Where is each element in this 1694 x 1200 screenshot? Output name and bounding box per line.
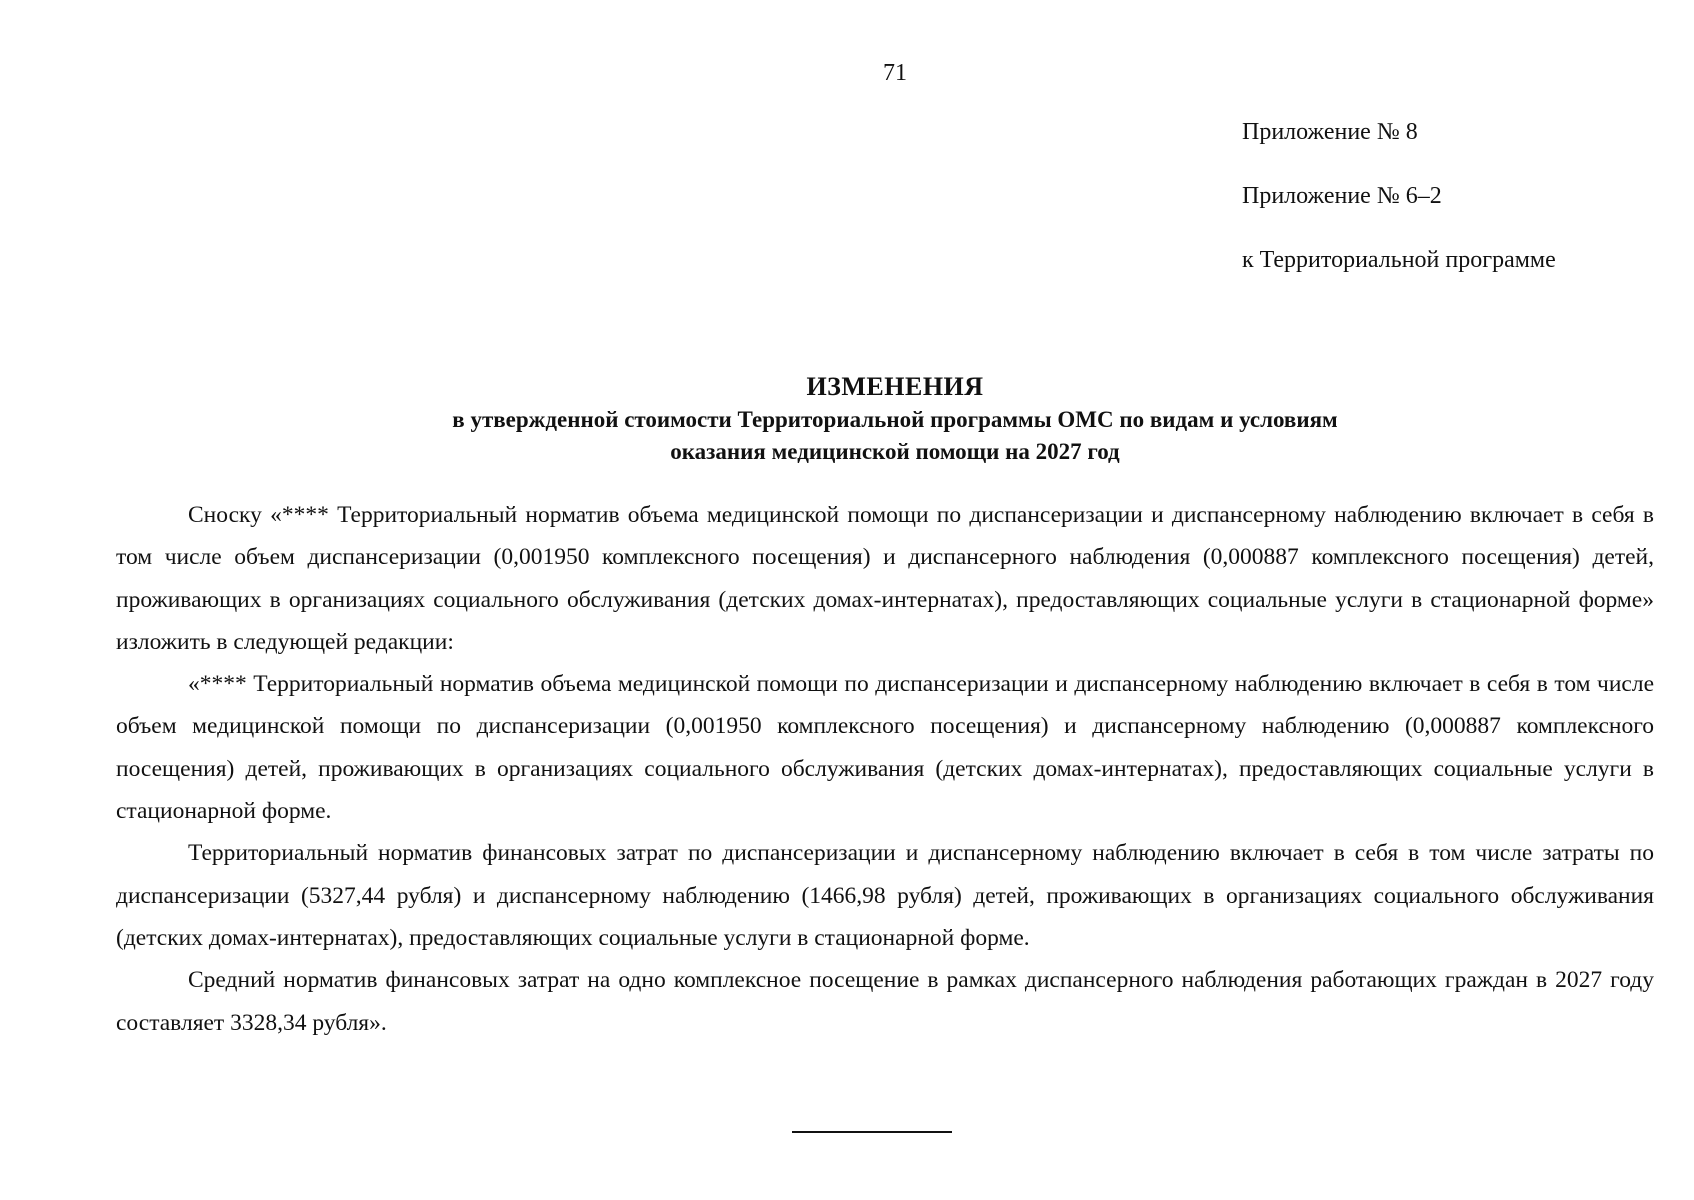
- paragraph-footnote-new-volume: «**** Территориальный норматив объема медицинской помощи по диспансеризации и диспансерному наблюдению включает в себя в том числе объем медицинской помощи по диспансеризации (0,001950 комплексного посещения) и диспансерному наблюдению (0,000887 комплексного посещения) детей, проживающих в организациях социального обслуживания (детских домах-интернатах), предоставляющих социальные услуги в стационарной форме.: [116, 671, 1654, 825]
- paragraph-footnote-original: Сноску «**** Территориальный норматив объема медицинской помощи по диспансеризации и диспансерному наблюдению включает в себя в том числе объем диспансеризации (0,001950 комплексного посещения) и диспансерного наблюдения (0,000887 комплексного посещения) детей, проживающих в организациях социального обслуживания (детских домах-интернатах), предоставляющих социальные услуги в стационарной форме» изложить в следующей редакции:: [116, 502, 1654, 655]
- document-title: [0, 370, 1694, 468]
- title-main: ИЗМЕНЕНИЯ: [806, 372, 984, 401]
- title-subtitle-line-1: в утвержденной стоимости Территориальной программы ОМС по видам и условиям: [452, 407, 1338, 432]
- document-body: [116, 494, 1654, 1044]
- page-number: 71: [883, 60, 907, 86]
- appendix-header: [1242, 118, 1556, 310]
- end-separator-line: [792, 1131, 952, 1133]
- appendix-line-1: Приложение № 8: [1242, 119, 1418, 145]
- appendix-line-3: к Территориальной программе: [1242, 247, 1556, 273]
- paragraph-footnote-new-average: Средний норматив финансовых затрат на одно комплексное посещение в рамках диспансерного наблюдения работающих граждан в 2027 году составляет 3328,34 рубля».: [116, 967, 1654, 1036]
- paragraph-footnote-new-costs: Территориальный норматив финансовых затрат по диспансеризации и диспансерному наблюдению включает в себя в том числе затраты по диспансеризации (5327,44 рубля) и диспансерному наблюдению (1466,98 рубля) детей, проживающих в организациях социального обслуживания (детских домах-интернатах), предоставляющих социальные услуги в стационарной форме.: [116, 840, 1654, 951]
- appendix-line-2: Приложение № 6–2: [1242, 183, 1442, 209]
- title-subtitle-line-2: оказания медицинской помощи на 2027 год: [670, 439, 1120, 464]
